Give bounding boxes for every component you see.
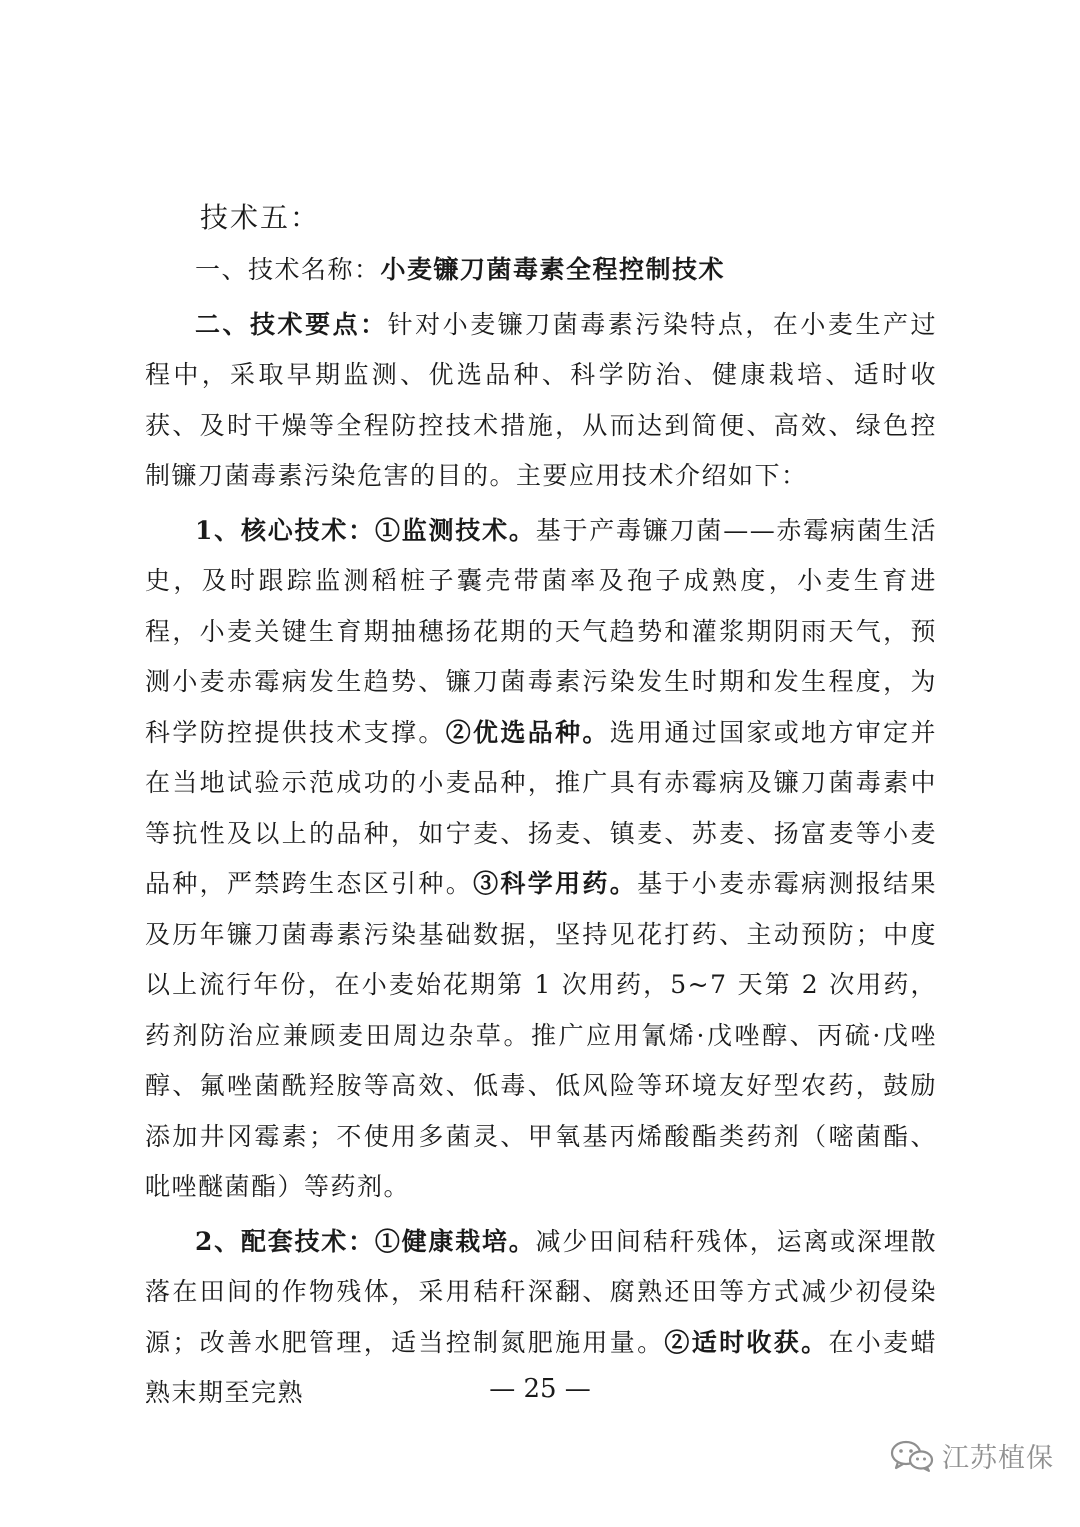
wechat-icon: [890, 1439, 934, 1473]
document-body: [145, 245, 937, 1419]
tech-name-value: 小麦镰刀菌毒素全程控制技术: [380, 255, 726, 284]
pesticide-title: ③科学用药。: [473, 869, 638, 898]
pesticide-text: 基于小麦赤霉病测报结果及历年镰刀菌毒素污染基础数据，坚持见花打药、主动预防；中度以上流行年份，在小麦始花期第 1 次用药，5~7 天第 2 次用药，药剂防治应兼顾麦田周边杂草。推广应用氰烯·戊唑醇、丙硫·戊唑醇、氟唑菌酰羟胺等高效、低毒、低风险等环境友好型农药，鼓励添加井冈霉素；不使用多菌灵、甲氧基丙烯酸酯类药剂（嘧菌酯、吡唑醚菌酯）等药剂。: [145, 869, 937, 1201]
monitoring-title: ①监测技术。: [374, 515, 536, 545]
key-points-label: 二、技术要点：: [195, 309, 388, 339]
tech-name-label: 一、技术名称：: [195, 255, 381, 284]
core-tech-label: 1、核心技术：: [195, 515, 375, 545]
key-points-text: 针对小麦镰刀菌毒素污染特点，在小麦生产过程中，采取早期监测、优选品种、科学防治、健康栽培、适时收获、及时干燥等全程防控技术措施，从而达到简便、高效、绿色控制镰刀菌毒素污染危害的目的。主要应用技术介绍如下：: [145, 309, 937, 490]
section-heading: 技术五：: [200, 201, 321, 234]
cultivation-text: 减少田间秸秆残体，运离或深埋散落在田间的作物残体，采用秸秆深翻、腐熟还田等方式减少初侵染源；改善水肥管理，适当控制氮肥施用量。: [145, 1226, 937, 1357]
cultivation-title: ①健康栽培。: [374, 1226, 536, 1256]
harvest-text: 在小麦蜡熟末期至完熟: [145, 1327, 937, 1407]
support-tech-label: 2、配套技术：: [195, 1226, 375, 1256]
watermark-text: 江苏植保: [942, 1443, 1054, 1474]
harvest-title: ②适时收获。: [664, 1327, 829, 1357]
variety-text: 选用通过国家或地方审定并在当地试验示范成功的小麦品种，推广具有赤霉病及镰刀菌毒素中等抗性及以上的品种，如宁麦、扬麦、镇麦、苏麦、扬富麦等小麦品种，严禁跨生态区引种。: [145, 717, 937, 898]
watermark: [890, 1436, 1054, 1475]
variety-title: ②优选品种。: [445, 717, 610, 747]
key-points-paragraph: [145, 300, 937, 502]
core-tech-paragraph: [145, 506, 937, 1213]
tech-name-paragraph: [145, 245, 937, 296]
page-number: — 25 —: [489, 1374, 591, 1404]
monitoring-text: 基于产毒镰刀菌——赤霉病菌生活史，及时跟踪监测稻桩子囊壳带菌率及孢子成熟度，小麦生育进程，小麦关键生育期抽穗扬花期的天气趋势和灌浆期阴雨天气，预测小麦赤霉病发生趋势、镰刀菌毒素污染发生时期和发生程度，为科学防控提供技术支撑。: [145, 515, 937, 747]
